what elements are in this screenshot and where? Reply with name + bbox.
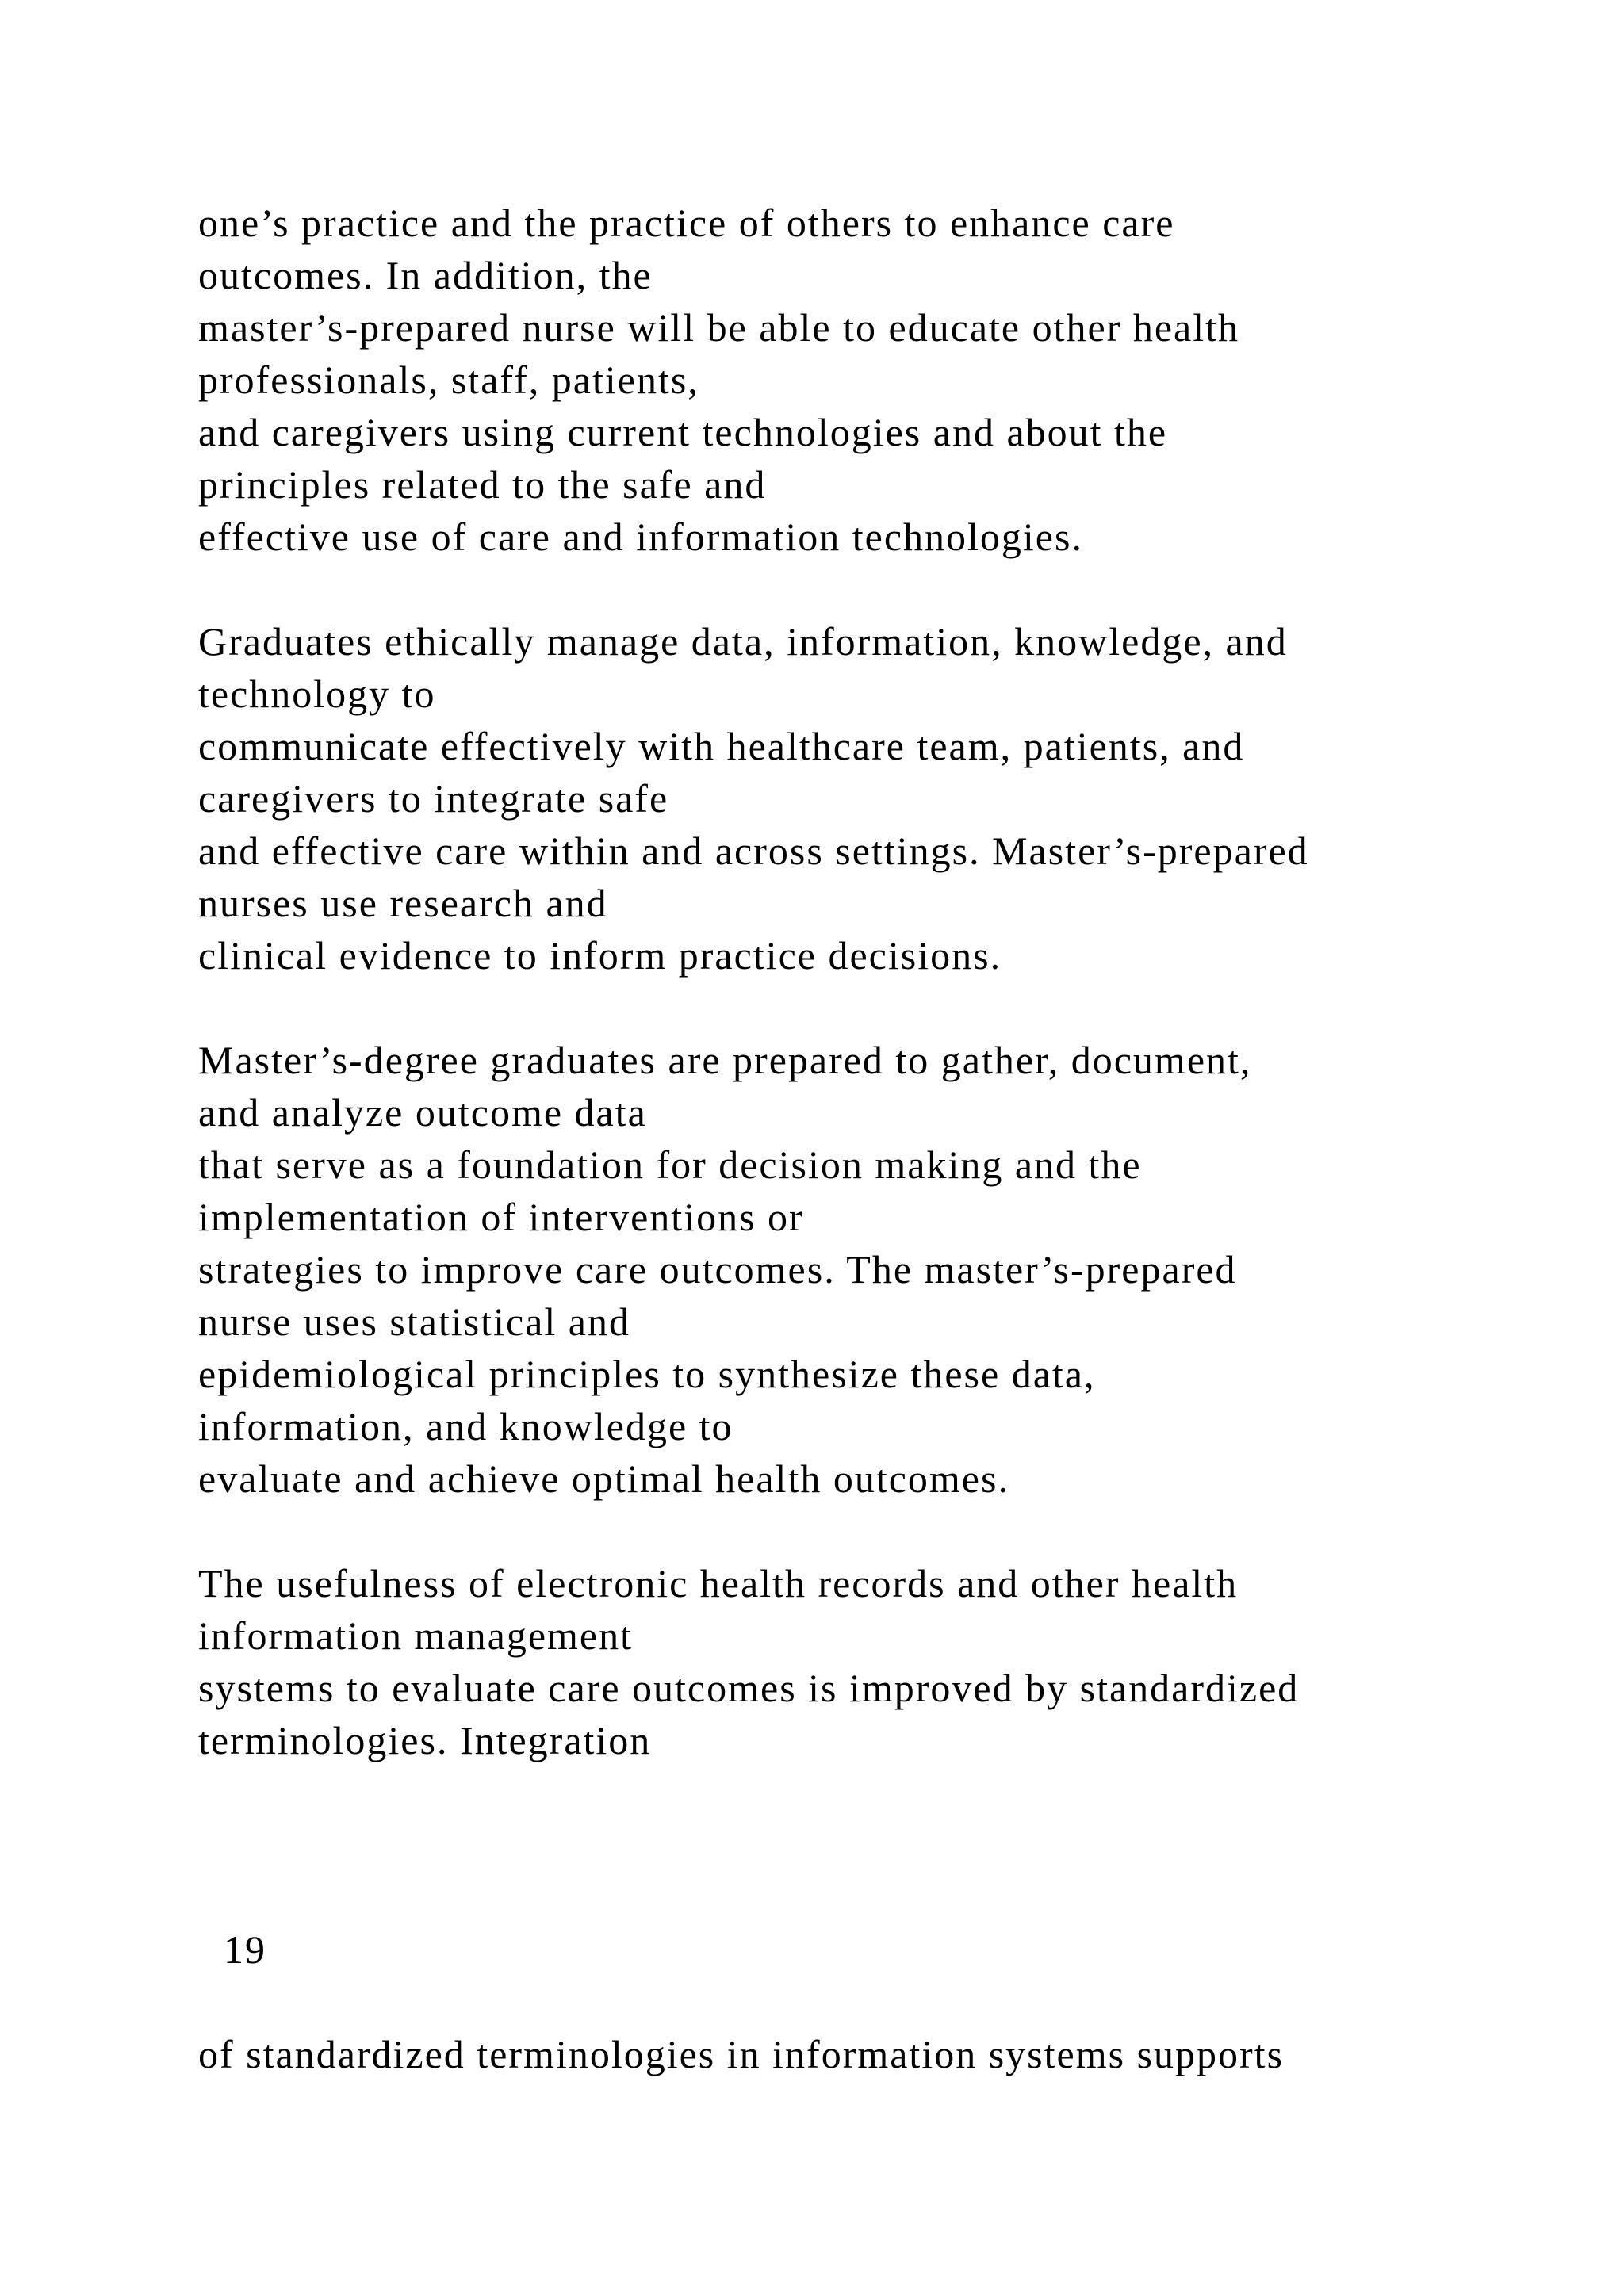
text-line: effective use of care and information technologies. bbox=[198, 515, 1083, 559]
text-line: information management bbox=[198, 1613, 634, 1658]
text-line: evaluate and achieve optimal health outcomes. bbox=[198, 1456, 1009, 1501]
text-line: outcomes. In addition, the bbox=[198, 253, 653, 297]
text-line: strategies to improve care outcomes. The master’s-prepared bbox=[198, 1247, 1237, 1292]
text-line: nurse uses statistical and bbox=[198, 1299, 630, 1344]
text-line: professionals, staff, patients, bbox=[198, 358, 699, 402]
text-line: Graduates ethically manage data, information, knowledge, and bbox=[198, 619, 1288, 664]
text-line: master’s-prepared nurse will be able to educate other health bbox=[198, 305, 1240, 350]
text-line: implementation of interventions or bbox=[198, 1195, 804, 1239]
paragraph-5 bbox=[198, 2028, 1546, 2080]
text-line: and caregivers using current technologies and about the bbox=[198, 410, 1168, 454]
text-line: and analyze outcome data bbox=[198, 1090, 647, 1135]
text-line: and effective care within and across settings. Master’s-prepared bbox=[198, 828, 1309, 873]
text-line: systems to evaluate care outcomes is improved by standardized bbox=[198, 1666, 1300, 1710]
text-line: that serve as a foundation for decision making and the bbox=[198, 1142, 1142, 1187]
paragraph-1 bbox=[198, 197, 1546, 563]
text-line: nurses use research and bbox=[198, 881, 608, 925]
text-line: Master’s-degree graduates are prepared to gather, document, bbox=[198, 1038, 1252, 1082]
text-line: technology to bbox=[198, 672, 436, 716]
text-line: The usefulness of electronic health records and other health bbox=[198, 1561, 1239, 1605]
text-line: caregivers to integrate safe bbox=[198, 776, 669, 821]
text-line: principles related to the safe and bbox=[198, 462, 767, 507]
paragraph-4 bbox=[198, 1557, 1546, 1766]
text-line: of standardized terminologies in information systems supports bbox=[198, 2032, 1285, 2076]
text-line: epidemiological principles to synthesize these data, bbox=[198, 1352, 1096, 1396]
text-line: information, and knowledge to bbox=[198, 1404, 733, 1448]
paragraph-2 bbox=[198, 615, 1546, 982]
text-line: one’s practice and the practice of others to enhance care bbox=[198, 201, 1175, 245]
text-line: terminologies. Integration bbox=[198, 1718, 652, 1762]
text-line: communicate effectively with healthcare team, patients, and bbox=[198, 724, 1245, 768]
page-number: 19 bbox=[224, 1927, 266, 1972]
text-line: clinical evidence to inform practice decisions. bbox=[198, 933, 1002, 978]
paragraph-3 bbox=[198, 1034, 1546, 1505]
